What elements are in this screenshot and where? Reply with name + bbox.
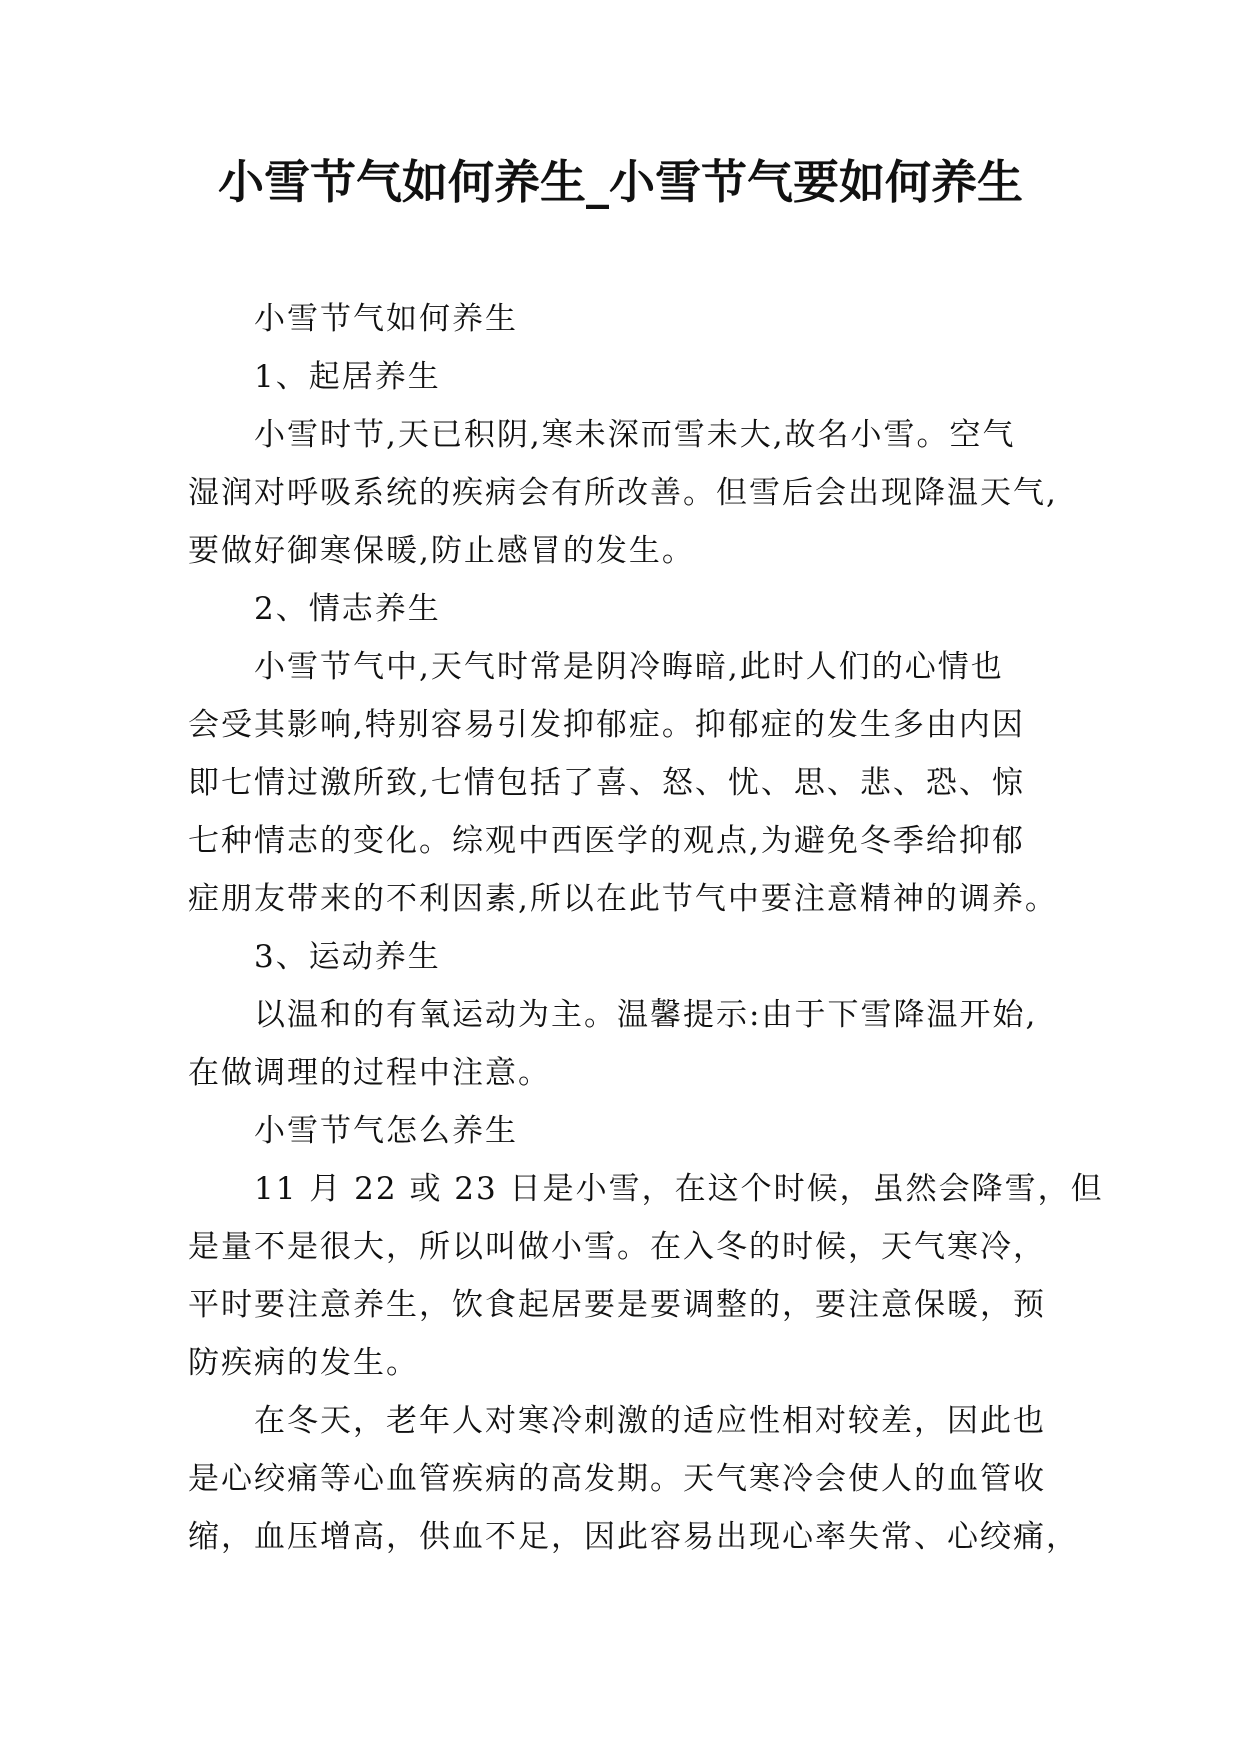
document-title: 小雪节气如何养生_小雪节气要如何养生 [218, 155, 1023, 209]
text-line: 会受其影响,特别容易引发抑郁症。抑郁症的发生多由内因 [188, 707, 1025, 743]
text-line: 在冬天，老年人对寒冷刺激的适应性相对较差，因此也 [254, 1403, 1046, 1439]
text-line: 以温和的有氧运动为主。温馨提示:由于下雪降温开始, [254, 997, 1038, 1033]
text-line: 小雪节气怎么养生 [254, 1113, 518, 1149]
paragraph [188, 986, 1068, 1102]
text-line: 防疾病的发生。 [188, 1345, 419, 1381]
text-line: 是心绞痛等心血管疾病的高发期。天气寒冷会使人的血管收 [188, 1461, 1046, 1497]
text-line: 是量不是很大，所以叫做小雪。在入冬的时候，天气寒冷， [188, 1229, 1046, 1265]
paragraph [188, 638, 1068, 928]
text-line: 小雪节气如何养生 [254, 301, 518, 337]
text-line: 症朋友带来的不利因素,所以在此节气中要注意精神的调养。 [188, 881, 1058, 917]
text-line: 3、运动养生 [254, 939, 441, 975]
paragraph [188, 1392, 1079, 1566]
text-line: 小雪节气中,天气时常是阴冷晦暗,此时人们的心情也 [254, 649, 1004, 685]
text-line: 即七情过激所致,七情包括了喜、怒、忧、思、悲、恐、惊 [188, 765, 1025, 801]
paragraph [188, 1160, 1104, 1392]
text-line: 要做好御寒保暖,防止感冒的发生。 [188, 533, 695, 569]
text-line: 小雪时节,天已积阴,寒未深而雪未大,故名小雪。空气 [254, 417, 1016, 453]
paragraph-subheading [188, 580, 1068, 638]
text-line: 11 月 22 或 23 日是小雪，在这个时候，虽然会降雪，但 [254, 1171, 1104, 1207]
paragraph-heading [188, 290, 1068, 348]
text-line: 在做调理的过程中注意。 [188, 1055, 551, 1091]
text-line: 七种情志的变化。综观中西医学的观点,为避免冬季给抑郁 [188, 823, 1025, 859]
text-line: 2、情志养生 [254, 591, 441, 627]
paragraph [188, 406, 1068, 580]
paragraph-heading [188, 1102, 1068, 1160]
text-line: 平时要注意养生，饮食起居要是要调整的，要注意保暖，预 [188, 1287, 1046, 1323]
text-line: 1、起居养生 [254, 359, 441, 395]
text-line: 湿润对呼吸系统的疾病会有所改善。但雪后会出现降温天气, [188, 475, 1058, 511]
paragraph-subheading [188, 928, 1068, 986]
document-body [188, 290, 1104, 1566]
paragraph-subheading [188, 348, 1068, 406]
text-line: 缩，血压增高，供血不足，因此容易出现心率失常、心绞痛， [188, 1519, 1079, 1555]
